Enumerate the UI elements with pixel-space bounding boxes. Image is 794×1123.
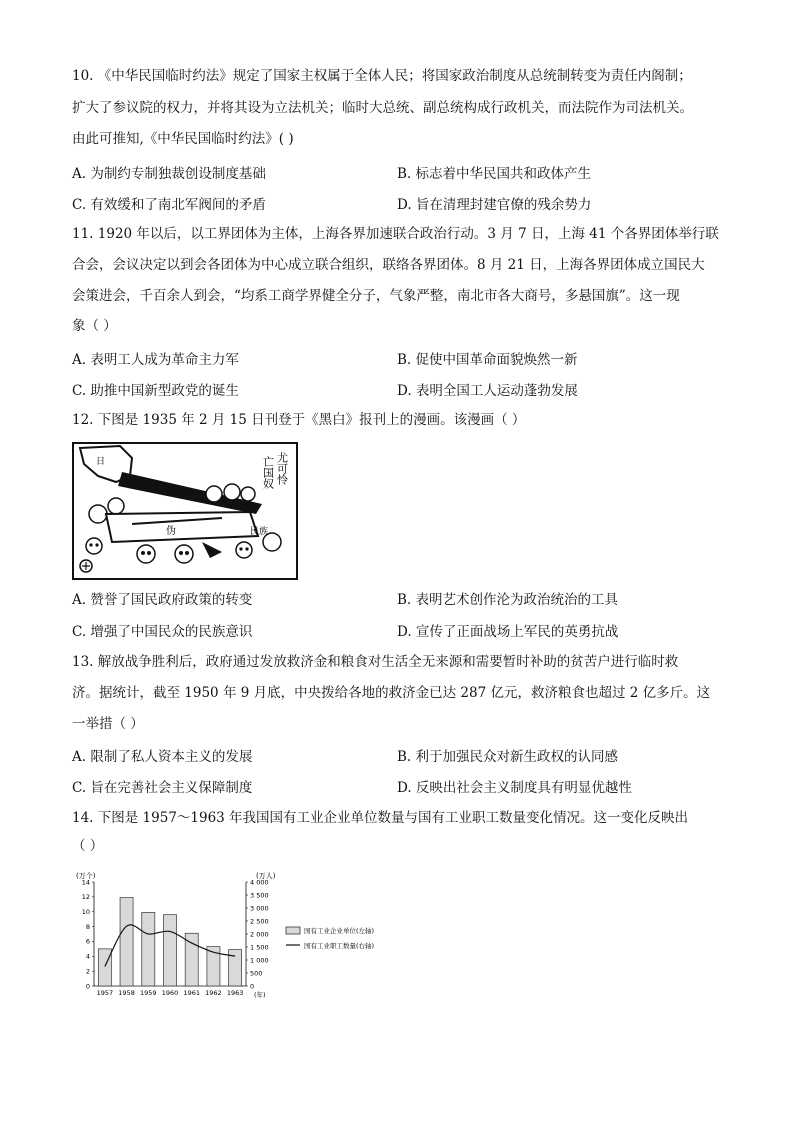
left-axis-tick-label: 2 <box>85 967 90 976</box>
right-axis-tick-label: 0 <box>250 982 255 991</box>
cartoon-label-wei: 伪 <box>166 526 176 537</box>
q11-stem-line-4: 象（ ） <box>72 318 117 334</box>
x-axis-unit: (年) <box>254 991 266 999</box>
chart-legend <box>286 926 374 950</box>
q10-stem-line-2: 扩大了参议院的权力，并将其设为立法机关；临时大总统、副总统构成行政机关，而法院作为司法机关。 <box>72 100 693 116</box>
q11-stem-line-3: 会策进会，千百余人到会，“均系工商学界健全分子，气象严整，南北市各大商号，多悬国旗”。这一现 <box>72 288 680 304</box>
legend-label-line: 国有工业职工数量(右轴) <box>304 942 375 950</box>
cartoon-label-minzu: 民族 <box>250 527 269 537</box>
left-axis-tick-label: 0 <box>85 982 90 991</box>
x-tick-label-1960: 1960 <box>161 989 179 997</box>
x-tick-label-1959: 1959 <box>140 989 157 997</box>
q10-option-b: B. 标志着中华民国共和政体产生 <box>397 166 592 182</box>
q13-option-d: D. 反映出社会主义制度具有明显优越性 <box>397 780 632 796</box>
q10-option-c: C. 有效缓和了南北军阀间的矛盾 <box>72 197 266 213</box>
cartoon-caption-right: 亡国奴 <box>261 456 275 489</box>
x-tick-label-1961: 1961 <box>183 989 200 997</box>
q13-stem-line-1: 13. 解放战争胜利后，政府通过发放救济金和粮食对生活全无来源和需要暂时补助的贫苦户进行临时救 <box>72 654 679 670</box>
bar-1957 <box>98 949 111 986</box>
q11-option-b: B. 促使中国革命面貌焕然一新 <box>397 352 578 368</box>
cartoon-caption-left: 尤可怜 <box>275 452 289 485</box>
right-axis-tick-label: 500 <box>250 969 263 978</box>
q13-option-b: B. 利于加强民众对新生政权的认同感 <box>397 749 619 765</box>
bar-1958 <box>120 898 133 986</box>
enterprise-worker-chart <box>72 870 422 1000</box>
right-axis-tick-label: 1 500 <box>250 943 269 952</box>
bar-1959 <box>142 912 155 986</box>
right-axis-tick-label: 4 000 <box>250 878 269 887</box>
q14-stem-line-1: 14. 下图是 1957～1963 年我国国有工业企业单位数量与国有工业职工数量变化情况。这一变化反映出 <box>72 810 689 826</box>
q11-stem-line-1: 11. 1920 年以后，以工界团体为主体，上海各界加速联合政治行动。3 月 7 日，上海 41 个各界团体举行联 <box>72 226 719 242</box>
svg-text:日: 日 <box>96 457 106 467</box>
legend-label-bar: 国有工业企业单位(左轴) <box>304 927 375 935</box>
left-axis-tick-label: 6 <box>85 937 90 946</box>
q10-stem-line-3: 由此可推知,《中华民国临时约法》( ) <box>72 131 294 147</box>
q12-stem: 12. 下图是 1935 年 2 月 15 日刊登于《黑白》报刊上的漫画。该漫画（ ） <box>72 412 526 428</box>
left-axis-tick-label: 12 <box>81 893 90 902</box>
right-axis-tick-label: 1 000 <box>250 956 269 965</box>
q14-stem-line-2: （ ） <box>72 838 104 854</box>
left-axis-unit: (万个) <box>76 872 96 880</box>
cartoon-illustration <box>72 442 298 580</box>
right-axis-tick-label: 2 500 <box>250 917 269 926</box>
q11-option-c: C. 助推中国新型政党的诞生 <box>72 383 239 399</box>
q10-option-d: D. 旨在清理封建官僚的残余势力 <box>397 197 592 213</box>
q11-option-a: A. 表明工人成为革命主力军 <box>72 352 239 368</box>
q12-option-a: A. 赞誉了国民政府政策的转变 <box>72 592 253 608</box>
x-tick-label-1962: 1962 <box>205 989 222 997</box>
q12-option-b: B. 表明艺术创作沦为政治统治的工具 <box>397 592 619 608</box>
left-axis-tick-label: 4 <box>85 952 90 961</box>
q10-stem-line-1: 10. 《中华民国临时约法》规定了国家主权属于全体人民；将国家政治制度从总统制转变为责任内阁制； <box>72 68 692 84</box>
q12-option-c: C. 增强了中国民众的民族意识 <box>72 624 253 640</box>
q12-option-d: D. 宣传了正面战场上军民的英勇抗战 <box>397 624 619 640</box>
right-axis-tick-label: 2 000 <box>250 930 269 939</box>
x-tick-label-1963: 1963 <box>226 989 244 997</box>
q11-option-d: D. 表明全国工人运动蓬勃发展 <box>397 383 578 399</box>
q13-stem-line-3: 一举措（ ） <box>72 716 144 732</box>
q10-option-a: A. 为制约专制独裁创设制度基础 <box>72 166 266 182</box>
right-axis-tick-label: 3 000 <box>250 904 269 913</box>
right-axis-unit: (万人) <box>256 872 276 880</box>
q13-option-c: C. 旨在完善社会主义保障制度 <box>72 780 253 796</box>
bar-1960 <box>163 915 176 986</box>
left-axis-tick-label: 10 <box>81 908 90 917</box>
q13-option-a: A. 限制了私人资本主义的发展 <box>72 749 253 765</box>
q11-stem-line-2: 合会，会议决定以到会各团体为中心成立联合组织，联络各界团体。8 月 21 日，上海各界团体成立国民大 <box>72 257 705 273</box>
right-axis-tick-label: 3 500 <box>250 891 269 900</box>
left-axis-tick-label: 8 <box>85 922 90 931</box>
q13-stem-line-2: 济。据统计，截至 1950 年 9 月底，中央拨给各地的救济金已达 287 亿元，救济粮食也超过 2 亿多斤。这 <box>72 685 711 701</box>
x-tick-label-1958: 1958 <box>118 989 135 997</box>
legend-swatch-bar <box>286 927 300 934</box>
left-axis-tick-label: 14 <box>81 878 90 887</box>
x-tick-label-1957: 1957 <box>96 989 114 997</box>
